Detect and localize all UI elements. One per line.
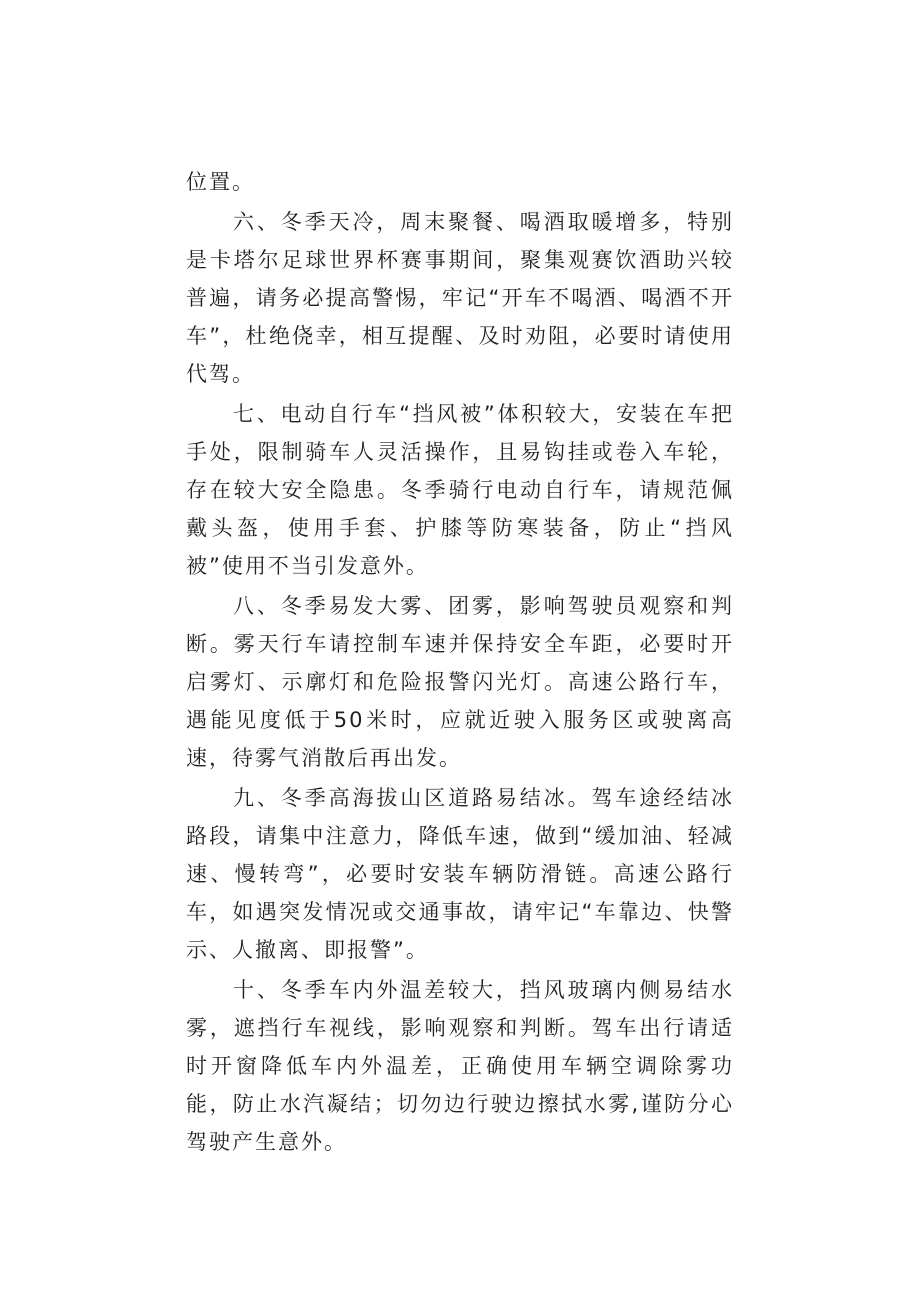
document-body (186, 163, 734, 1163)
paragraph-item-9: 九、冬季高海拔山区道路易结冰。驾车途经结冰路段，请集中注意力，降低车速，做到“缓加油、轻减速、慢转弯”，必要时安装车辆防滑链。高速公路行车，如遇突发情况或交通事故，请牢记“车靠边、快警示、人撤离、即报警”。 (186, 786, 734, 962)
paragraph-item-8: 八、冬季易发大雾、团雾，影响驾驶员观察和判断。雾天行车请控制车速并保持安全车距，必要时开启雾灯、示廓灯和危险报警闪光灯。高速公路行车，遇能见度低于50米时，应就近驶入服务区或驶离高速，待雾气消散后再出发。 (186, 594, 734, 770)
paragraph-item-10: 十、冬季车内外温差较大，挡风玻璃内侧易结水雾，遮挡行车视线，影响观察和判断。驾车出行请适时开窗降低车内外温差，正确使用车辆空调除雾功能，防止水汽凝结；切勿边行驶边擦拭水雾,谨防分心驾驶产生意外。 (186, 978, 734, 1154)
paragraph-continuation: 位置。 (186, 170, 255, 194)
paragraph-item-6: 六、冬季天冷，周末聚餐、喝酒取暖增多，特别是卡塔尔足球世界杯赛事期间，聚集观赛饮酒助兴较普遍，请务必提高警惕，牢记“开车不喝酒、喝酒不开车”，杜绝侥幸，相互提醒、及时劝阻，必要时请使用代驾。 (186, 210, 734, 386)
paragraph-item-7: 七、电动自行车“挡风被”体积较大，安装在车把手处，限制骑车人灵活操作，且易钩挂或卷入车轮，存在较大安全隐患。冬季骑行电动自行车，请规范佩戴头盔，使用手套、护膝等防寒装备，防止“挡风被”使用不当引发意外。 (186, 402, 734, 578)
